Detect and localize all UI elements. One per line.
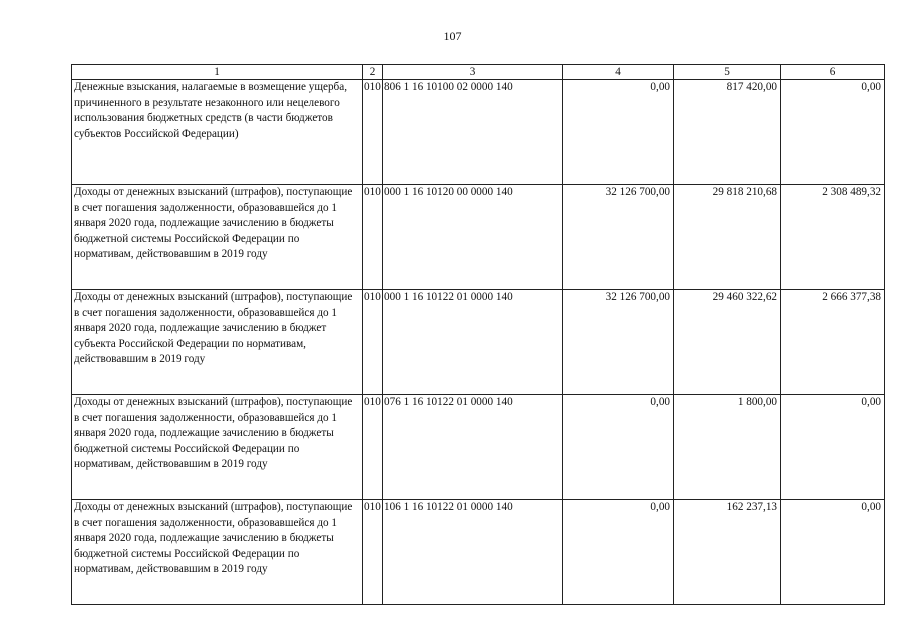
table-row [72,185,885,290]
row-col4-value: 0,00 [563,80,674,185]
column-header: 2 [363,65,383,80]
row-admin-code: 010 [363,185,383,290]
row-col5-value: 817 420,00 [674,80,781,185]
table-header-row [72,65,885,80]
row-description: Денежные взыскания, налагаемые в возмещение ущерба, причиненного в результате незаконного или нецелевого использования бюджетных средств (в части бюджетов субъектов Российской Федерации) [72,80,363,185]
table-row [72,290,885,395]
row-col5-value: 29 460 322,62 [674,290,781,395]
column-header: 1 [72,65,363,80]
revenue-table [71,64,885,605]
row-description: Доходы от денежных взысканий (штрафов), поступающие в счет погашения задолженности, образовавшейся до 1 января 2020 года, подлежащие зачислению в бюджеты бюджетной системы Российской Федерации по нормативам, действовавшим в 2019 году [72,185,363,290]
row-budget-code: 806 1 16 10100 02 0000 140 [383,80,563,185]
row-col6-value: 0,00 [781,395,885,500]
row-col6-value: 0,00 [781,500,885,605]
page-number: 107 [443,29,462,43]
table-row [72,395,885,500]
row-description: Доходы от денежных взысканий (штрафов), поступающие в счет погашения задолженности, образовавшейся до 1 января 2020 года, подлежащие зачислению в бюджет субъекта Российской Федерации по нормативам, действовавшим в 2019 году [72,290,363,395]
row-col6-value: 2 308 489,32 [781,185,885,290]
row-col5-value: 162 237,13 [674,500,781,605]
row-admin-code: 010 [363,290,383,395]
row-admin-code: 010 [363,80,383,185]
row-col6-value: 0,00 [781,80,885,185]
column-header: 4 [563,65,674,80]
row-description: Доходы от денежных взысканий (штрафов), поступающие в счет погашения задолженности, образовавшейся до 1 января 2020 года, подлежащие зачислению в бюджеты бюджетной системы Российской Федерации по нормативам, действовавшим в 2019 году [72,500,363,605]
row-budget-code: 000 1 16 10122 01 0000 140 [383,290,563,395]
row-budget-code: 076 1 16 10122 01 0000 140 [383,395,563,500]
row-description: Доходы от денежных взысканий (штрафов), поступающие в счет погашения задолженности, образовавшейся до 1 января 2020 года, подлежащие зачислению в бюджеты бюджетной системы Российской Федерации по нормативам, действовавшим в 2019 году [72,395,363,500]
table-row [72,500,885,605]
row-admin-code: 010 [363,395,383,500]
row-budget-code: 106 1 16 10122 01 0000 140 [383,500,563,605]
row-col5-value: 29 818 210,68 [674,185,781,290]
row-col4-value: 0,00 [563,500,674,605]
row-col4-value: 0,00 [563,395,674,500]
row-col6-value: 2 666 377,38 [781,290,885,395]
row-admin-code: 010 [363,500,383,605]
row-col4-value: 32 126 700,00 [563,290,674,395]
table-row [72,80,885,185]
column-header: 3 [383,65,563,80]
row-budget-code: 000 1 16 10120 00 0000 140 [383,185,563,290]
row-col4-value: 32 126 700,00 [563,185,674,290]
column-header: 6 [781,65,885,80]
row-col5-value: 1 800,00 [674,395,781,500]
column-header: 5 [674,65,781,80]
